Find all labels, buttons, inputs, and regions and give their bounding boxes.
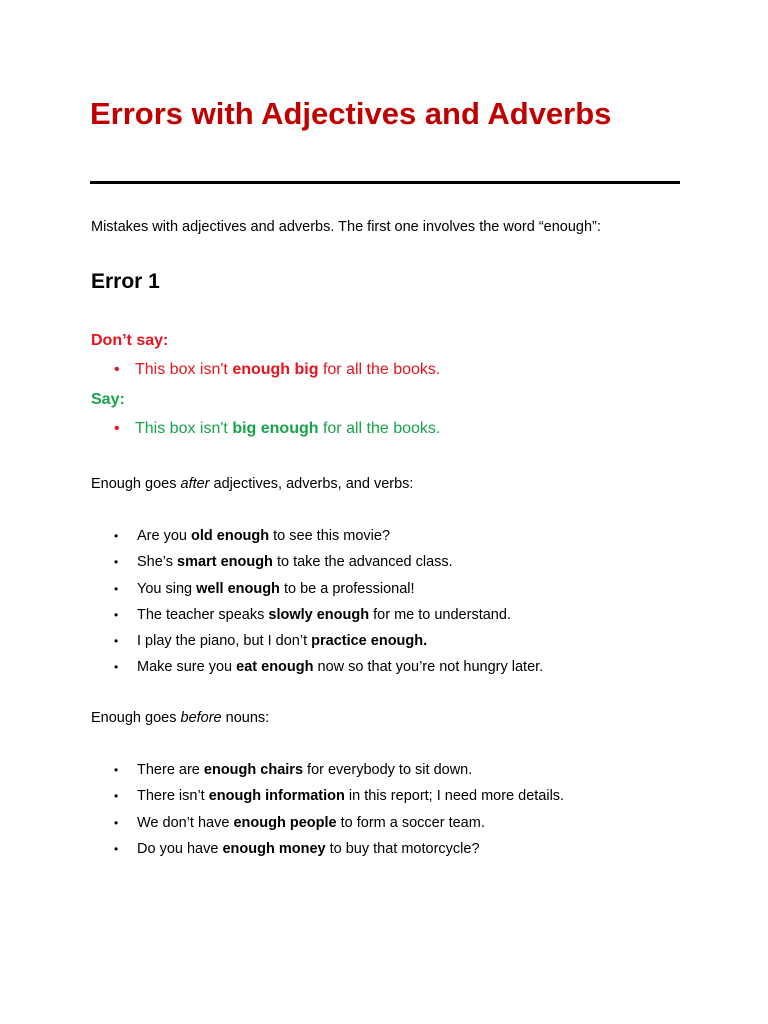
item-text-bold: eat enough [236, 659, 314, 676]
item-text-after: now so that you’re not hungry later. [313, 659, 544, 676]
say-label: Say: [91, 391, 125, 408]
before-examples-list [114, 757, 564, 862]
item-text-before: She’s [137, 554, 178, 571]
bullet-icon: • [114, 841, 119, 856]
bullet-icon: • [114, 634, 119, 649]
example-text-bold: big enough [232, 420, 319, 437]
example-text-before: This box isn't [135, 420, 233, 437]
item-text-after: to take the advanced class. [272, 554, 453, 571]
item-text-after: for everybody to sit down. [303, 762, 473, 778]
item-text-after: for me to understand. [369, 606, 511, 623]
list-item [114, 654, 543, 680]
item-text-before: The teacher speaks [137, 606, 269, 623]
item-text-bold: old enough [191, 528, 270, 544]
bullet-icon: • [114, 420, 120, 437]
list-item [114, 602, 543, 628]
list-item [114, 757, 564, 783]
example-text-bold: enough big [232, 361, 319, 378]
heading-text-before: Enough goes [91, 710, 181, 726]
bullet-icon: • [114, 607, 119, 622]
bullet-icon: • [114, 660, 119, 675]
list-item [114, 810, 564, 836]
heading-text-after: adjectives, adverbs, and verbs: [209, 476, 414, 492]
heading-text-after: nouns: [221, 710, 270, 726]
item-text-bold: enough chairs [203, 762, 304, 778]
after-section-heading [91, 474, 413, 494]
item-text-before: Do you have [137, 840, 223, 857]
heading-text-before: Enough goes [91, 476, 181, 492]
list-item [114, 783, 564, 809]
dont-say-example [114, 359, 440, 381]
bullet-icon: • [114, 555, 119, 570]
item-text-before: Make sure you [137, 659, 237, 676]
bullet-icon: • [114, 361, 120, 378]
item-text-before: There are [137, 762, 204, 778]
item-text-before: Are you [137, 528, 191, 544]
item-text-before: We don’t have [137, 814, 234, 831]
list-item [114, 549, 543, 575]
item-text-before: I play the piano, but I don’t [137, 633, 312, 650]
item-text-after: in this report; I need more details. [344, 788, 565, 805]
list-item [114, 523, 543, 549]
item-text-after: to form a soccer team. [336, 814, 485, 831]
bullet-icon: • [114, 789, 119, 804]
item-text-bold: slowly enough [268, 606, 370, 623]
heading-emphasis: after [180, 476, 210, 492]
list-item [114, 628, 543, 654]
after-examples-list [114, 523, 543, 681]
item-text-bold: enough information [208, 788, 345, 805]
item-text-bold: practice enough. [311, 633, 428, 650]
bullet-icon: • [114, 763, 119, 777]
bullet-icon: • [114, 581, 119, 596]
dont-say-label: Don’t say: [91, 332, 169, 349]
before-section-heading [91, 708, 269, 728]
say-example [114, 418, 440, 440]
title-underline [90, 181, 680, 184]
item-text-after: to be a professional! [279, 580, 415, 597]
item-text-bold: smart enough [177, 554, 273, 571]
intro-paragraph: Mistakes with adjectives and adverbs. The first one involves the word “enough”: [91, 219, 601, 235]
bullet-icon: • [114, 529, 119, 543]
item-text-bold: well enough [196, 580, 280, 597]
bullet-icon: • [114, 815, 119, 830]
item-text-bold: enough people [233, 814, 337, 831]
error-heading: Error 1 [91, 270, 160, 293]
heading-emphasis: before [180, 710, 222, 726]
list-item [114, 836, 564, 862]
item-text-after: to see this movie? [269, 528, 391, 544]
item-text-before: You sing [137, 580, 197, 597]
list-item [114, 576, 543, 602]
example-text-before: This box isn't [135, 361, 233, 378]
page-title: Errors with Adjectives and Adverbs [90, 96, 612, 131]
example-text-after: for all the books. [318, 420, 441, 437]
item-text-before: There isn’t [137, 788, 209, 805]
example-text-after: for all the books. [318, 361, 441, 378]
item-text-bold: enough money [222, 840, 326, 857]
item-text-after: to buy that motorcycle? [325, 840, 480, 857]
